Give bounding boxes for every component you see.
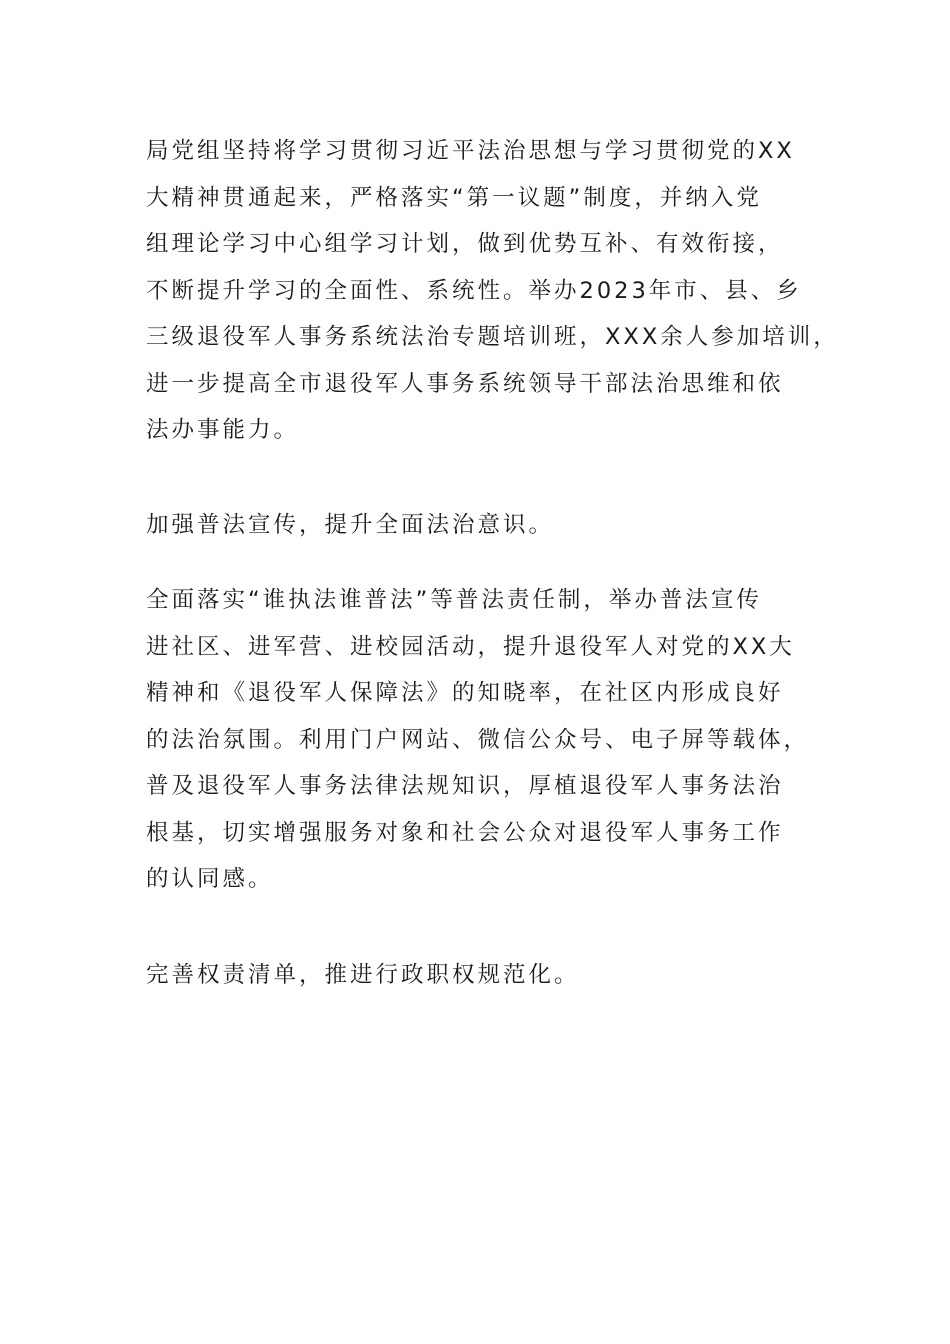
text-line: 法办事能力。 — [146, 417, 300, 443]
text-line: 普及退役军人事务法律法规知识，厚植退役军人事务法治 — [146, 773, 784, 799]
section-heading-responsibility-list — [146, 952, 580, 999]
text-line: 根基，切实增强服务对象和社会公众对退役军人事务工作 — [146, 819, 784, 846]
text-line: 进一步提高全市退役军人事务系统领导干部法治思维和依 — [146, 370, 784, 397]
paragraph-study-training — [146, 128, 839, 454]
text-line: 不断提升学习的全面性、系统性。举办2023年市、县、乡 — [146, 277, 802, 304]
text-line: 的法治氛围。利用门户网站、微信公众号、电子屏等载体， — [146, 726, 810, 753]
text-line: 组理论学习中心组学习计划，做到优势互补、有效衔接， — [146, 231, 784, 257]
text-line: 全面落实“谁执法谁普法”等普法责任制，举办普法宣传 — [146, 587, 762, 613]
text-line: 的认同感。 — [146, 866, 274, 892]
paragraph-legal-publicity — [146, 577, 809, 903]
text-line: 大精神贯通起来，严格落实“第一议题”制度，并纳入党 — [146, 184, 762, 211]
text-line: 精神和《退役军人保障法》的知晓率，在社区内形成良好 — [146, 680, 784, 706]
text-line: 局党组坚持将学习贯彻习近平法治思想与学习贯彻党的XX — [146, 138, 795, 164]
text-line: 三级退役军人事务系统法治专题培训班，XXX余人参加培训， — [146, 324, 839, 350]
section-heading-legal-publicity — [146, 502, 554, 549]
heading-text: 完善权责清单，推进行政职权规范化。 — [146, 962, 580, 988]
text-line: 进社区、进军营、进校园活动，提升退役军人对党的XX大 — [146, 633, 795, 660]
heading-text: 加强普法宣传，提升全面法治意识。 — [146, 512, 555, 538]
